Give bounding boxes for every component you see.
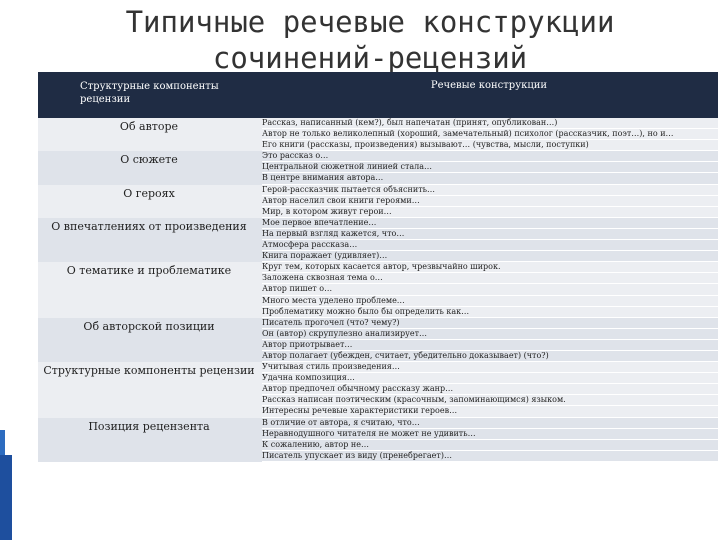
table-row	[38, 151, 718, 184]
construction-line: Интересны речевые характеристики героев…	[262, 406, 718, 417]
construction-line: К сожалению, автор не…	[262, 440, 718, 451]
construction-line: В центре внимания автора…	[262, 173, 718, 184]
page-title-line-2: сочинений-рецензий	[212, 41, 528, 75]
construction-line: Его книги (рассказы, произведения) вызывают… (чувства, мысли, поступки)	[262, 140, 718, 151]
construction-line: Он (автор) скрупулезно анализирует…	[262, 329, 718, 340]
constructions-cell	[260, 151, 718, 184]
component-label: О сюжете	[120, 153, 178, 167]
table-body	[38, 118, 718, 462]
construction-line: Атмосфера рассказа…	[262, 240, 718, 251]
component-cell	[38, 118, 260, 151]
table-row	[38, 218, 718, 262]
construction-line: Мир, в котором живут герои…	[262, 207, 718, 218]
construction-line: Учитывая стиль произведения…	[262, 362, 718, 373]
construction-line: В отличие от автора, я считаю, что…	[262, 418, 718, 429]
constructions-cell	[260, 418, 718, 462]
component-cell	[38, 318, 260, 362]
constructions-cell	[260, 318, 718, 362]
construction-line: Круг тем, которых касается автор, чрезвычайно широк.	[262, 262, 718, 273]
construction-line: Это рассказ о…	[262, 151, 718, 162]
page-title	[60, 4, 680, 76]
component-label: О героях	[123, 186, 175, 200]
construction-line: Автор приотрывает…	[262, 340, 718, 351]
construction-line: Заложена сквозная тема о…	[262, 273, 718, 284]
table-row	[38, 362, 718, 417]
construction-line: Проблематику можно было бы определить как…	[262, 307, 718, 318]
table-header-row	[38, 72, 718, 118]
table-row	[38, 418, 718, 462]
constructions-cell	[260, 118, 718, 151]
table-row	[38, 118, 718, 151]
component-label: О тематике и проблематике	[66, 264, 232, 278]
construction-line: Писатель прогочел (что? чему?)	[262, 318, 718, 329]
construction-line: Много места уделено проблеме…	[262, 296, 718, 307]
component-cell	[38, 185, 260, 218]
page-title-line-1: Типичные речевые конструкции	[125, 5, 615, 39]
construction-line: Автор населил свои книги героями…	[262, 196, 718, 207]
component-cell	[38, 362, 260, 417]
component-label: Об авторе	[119, 120, 179, 133]
component-label: Позиция рецензента	[88, 419, 210, 433]
constructions-cell	[260, 362, 718, 417]
table-row	[38, 262, 718, 317]
construction-line: Книга поражает (удивляет)…	[262, 251, 718, 262]
construction-line: Автор пишет о…	[262, 284, 718, 295]
construction-line: Автор полагает (убежден, считает, убедительно доказывает) (что?)	[262, 351, 718, 362]
construction-line: Автор предпочел обычному рассказу жанр…	[262, 384, 718, 395]
component-cell	[38, 262, 260, 317]
constructions-cell	[260, 185, 718, 218]
table-row	[38, 185, 718, 218]
construction-line: Рассказ написан поэтическим (красочным, запоминающимся) языком.	[262, 395, 718, 406]
header-constructions: Речевые конструкции	[430, 80, 548, 91]
component-cell	[38, 418, 260, 462]
speech-constructions-table	[38, 72, 718, 462]
construction-line: Мое первое впечатление…	[262, 218, 718, 229]
table-row	[38, 318, 718, 362]
constructions-cell	[260, 262, 718, 317]
constructions-cell	[260, 218, 718, 262]
component-label: Об авторской позиции	[83, 319, 215, 333]
component-label: Структурные компоненты рецензии	[43, 364, 255, 378]
construction-line: Автор не только великолепный (хороший, замечательный) психолог (рассказчик, поэт…), но и…	[262, 129, 718, 140]
component-label: О впечатлениях от произведения	[51, 219, 247, 233]
construction-line: На первый взгляд кажется, что…	[262, 229, 718, 240]
decorative-bar-accent	[0, 455, 12, 540]
component-cell	[38, 151, 260, 184]
construction-line: Неравнодушного читателя не может не удивить…	[262, 429, 718, 440]
construction-line: Центральной сюжетной линией стала…	[262, 162, 718, 173]
construction-line: Герой-рассказчик пытается объяснить…	[262, 185, 718, 196]
construction-line: Рассказ, написанный (кем?), был напечатан (принят, опубликован…)	[262, 118, 718, 129]
component-cell	[38, 218, 260, 262]
construction-line: Удачна композиция…	[262, 373, 718, 384]
header-components: Структурные компоненты рецензии	[80, 81, 219, 105]
construction-line: Писатель упускает из виду (пренебрегает)…	[262, 451, 718, 462]
